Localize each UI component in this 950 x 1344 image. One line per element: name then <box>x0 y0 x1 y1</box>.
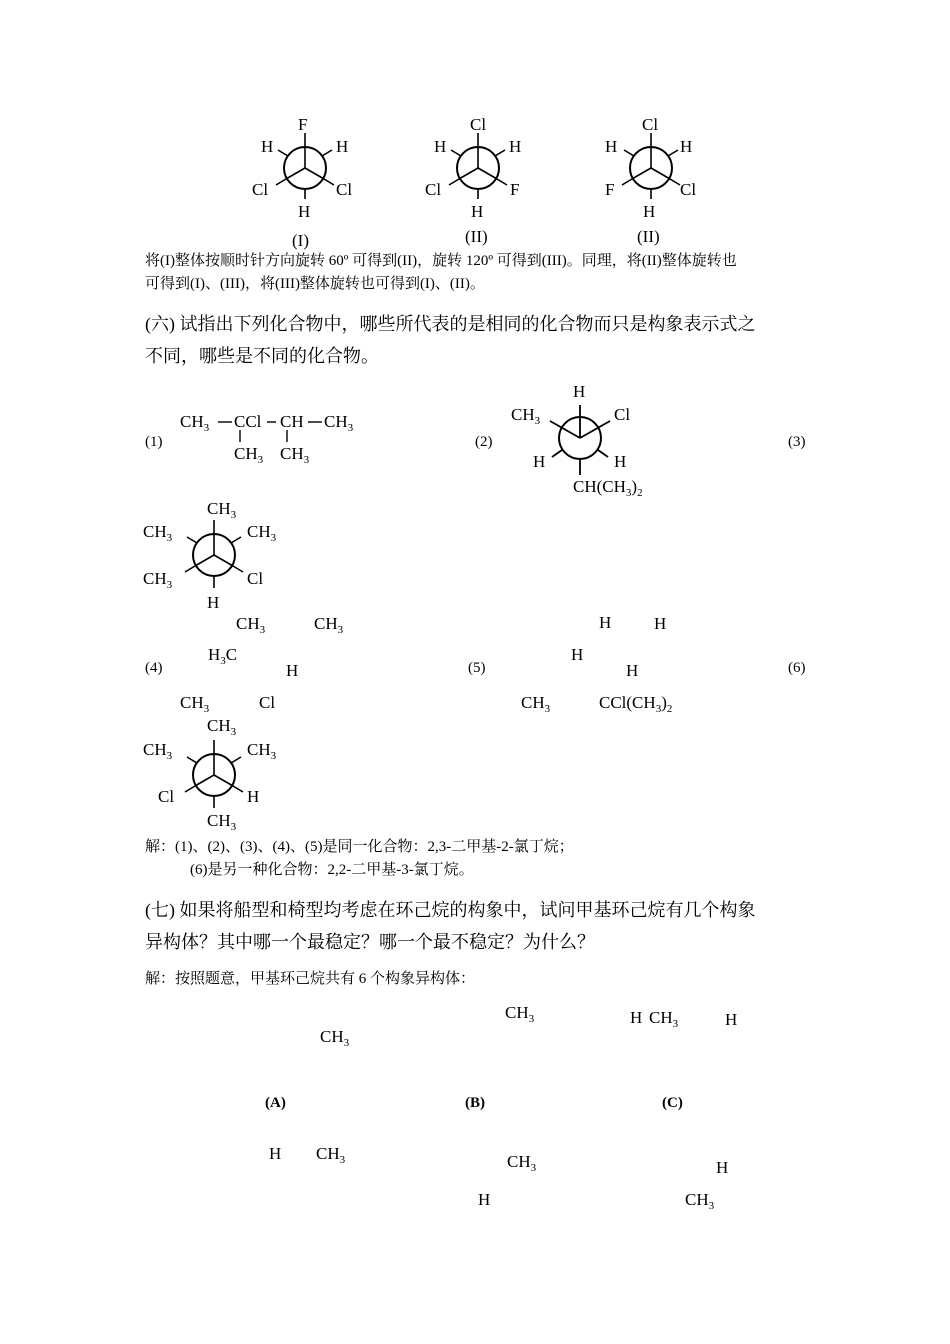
projection-label: (II) <box>637 227 660 246</box>
atom-label: Cl <box>470 115 487 134</box>
atom-label: F <box>510 180 520 199</box>
atom-label: Cl <box>247 569 264 588</box>
rotation-note-line: 将(I)整体按顺时针方向旋转 60º 可得到(II)，旋转 120º 可得到(III)。同理，将(II)整体旋转也 <box>145 253 737 269</box>
atom-label: F <box>605 180 615 199</box>
question-line: 异构体？其中哪一个最稳定？哪一个最不稳定？为什么？ <box>145 932 595 952</box>
atom-ch3: $CH_3$ <box>143 522 173 544</box>
atom-ch3: $CH_3$ <box>247 740 277 762</box>
answer-line: (6)是另一种化合物：2,2-二甲基-3-氯丁烷。 <box>190 862 474 878</box>
formula-ch3: $CH_3$ <box>324 412 354 434</box>
formula-ch3: $CH_3$ <box>280 444 310 466</box>
isomer-e-h: H <box>478 1190 491 1209</box>
compound-number: (3) <box>788 434 806 450</box>
rotation-note <box>145 250 815 296</box>
atom-label: H <box>654 614 667 633</box>
atom-ch3: $CH_3$ <box>143 740 173 762</box>
rotation-note-line: 可得到(I)、(III)，将(III)整体旋转也可得到(I)、(II)。 <box>145 276 485 292</box>
atom-ch3: $CH_3$ <box>521 693 551 715</box>
isomer-e-ch3: $CH_3$ <box>507 1152 537 1174</box>
atom-label: H <box>571 645 584 664</box>
atom-label: H <box>614 452 627 471</box>
answer-line: 解：(1)、(2)、(3)、(4)、(5)是同一化合物：2,3-二甲基-2-氯丁烷； <box>145 839 574 855</box>
atom-ccl: $CCl(CH_3)_2$ <box>599 693 673 715</box>
atom-ch3: $CH_3$ <box>207 499 237 521</box>
isomer-f-ch3: $CH_3$ <box>685 1190 715 1212</box>
isomer-label-c: (C) <box>662 1095 683 1111</box>
atom-label: H <box>626 661 639 680</box>
newman-circle <box>555 413 605 463</box>
atom-label: H <box>298 202 311 221</box>
projection-label: (II) <box>465 227 488 246</box>
formula-ch3: $CH_3$ <box>234 444 264 466</box>
atom-label: H <box>533 452 546 471</box>
isomer-f-h: H <box>716 1158 729 1177</box>
atom-label: H <box>434 137 447 156</box>
atom-ch3: $CH_3$ <box>207 811 237 833</box>
newman-circle <box>626 143 676 193</box>
isomer-c-h: H <box>630 1008 643 1027</box>
formula-ccl: CCl <box>234 412 262 431</box>
isomer-label-b: (B) <box>465 1095 485 1111</box>
question-line: (七) 如果将船型和椅型均考虑在环己烷的构象中，试问甲基环己烷有几个构象 <box>145 900 756 920</box>
atom-label: Cl <box>425 180 442 199</box>
atom-label: H <box>573 382 586 401</box>
atom-label: Cl <box>259 693 276 712</box>
formula-ch3: $CH_3$ <box>180 412 210 434</box>
atom-label: Cl <box>252 180 269 199</box>
atom-label: H <box>336 137 349 156</box>
atom-ch3: $CH_3$ <box>511 405 541 427</box>
formula-ch: CH <box>280 412 304 431</box>
compound-number: (4) <box>145 660 163 676</box>
atom-label: H <box>605 137 618 156</box>
atom-ch3: $CH_3$ <box>314 614 344 636</box>
newman-circle <box>189 750 239 800</box>
isomer-b-ch3: $CH_3$ <box>505 1003 535 1025</box>
newman-circle <box>189 530 239 580</box>
compound-number: (1) <box>145 434 163 450</box>
atom-label: H <box>207 593 220 612</box>
atom-ch3: $CH_3$ <box>143 569 173 591</box>
question-6 <box>145 308 815 372</box>
atom-label: Cl <box>642 115 659 134</box>
atom-isopropyl: $CH(CH_3)_2$ <box>573 477 643 499</box>
question-line: 不同，哪些是不同的化合物。 <box>145 346 379 366</box>
atom-label: H <box>599 613 612 632</box>
compound-number: (5) <box>468 660 486 676</box>
atom-ch3: $CH_3$ <box>236 614 266 636</box>
isomer-label-a: (A) <box>265 1095 286 1111</box>
projection-label: (I) <box>292 231 309 250</box>
compound-number: (2) <box>475 434 493 450</box>
answer-6 <box>145 836 815 882</box>
question-line: (六) 试指出下列化合物中，哪些所代表的是相同的化合物而只是构象表示式之 <box>145 314 756 334</box>
atom-label: H <box>471 202 484 221</box>
atom-label: H <box>286 661 299 680</box>
atom-label: H <box>643 202 656 221</box>
atom-label: Cl <box>158 787 175 806</box>
atom-label: Cl <box>680 180 697 199</box>
atom-label: H <box>680 137 693 156</box>
isomer-c-ch3: $CH_3$ <box>649 1008 679 1030</box>
atom-label: H <box>509 137 522 156</box>
atom-ch3: $CH_3$ <box>180 693 210 715</box>
atom-label: Cl <box>614 405 631 424</box>
isomer-a-ch3: $CH_3$ <box>320 1027 350 1049</box>
atom-ch3: $CH_3$ <box>207 716 237 738</box>
atom-label: F <box>298 115 308 134</box>
newman-circle <box>453 143 503 193</box>
atom-label: H <box>247 787 260 806</box>
answer-7: 解：按照题意，甲基环己烷共有 6 个构象异构体： <box>145 971 476 987</box>
isomer-d-h: H <box>269 1144 282 1163</box>
isomer-c-h: H <box>725 1010 738 1029</box>
newman-circle <box>280 143 330 193</box>
isomer-d-ch3: $CH_3$ <box>316 1144 346 1166</box>
atom-h3c: $H_3C$ <box>208 645 238 667</box>
atom-label: Cl <box>336 180 353 199</box>
atom-label: H <box>261 137 274 156</box>
question-7 <box>145 894 815 958</box>
atom-ch3: $CH_3$ <box>247 522 277 544</box>
compound-number: (6) <box>788 660 806 676</box>
